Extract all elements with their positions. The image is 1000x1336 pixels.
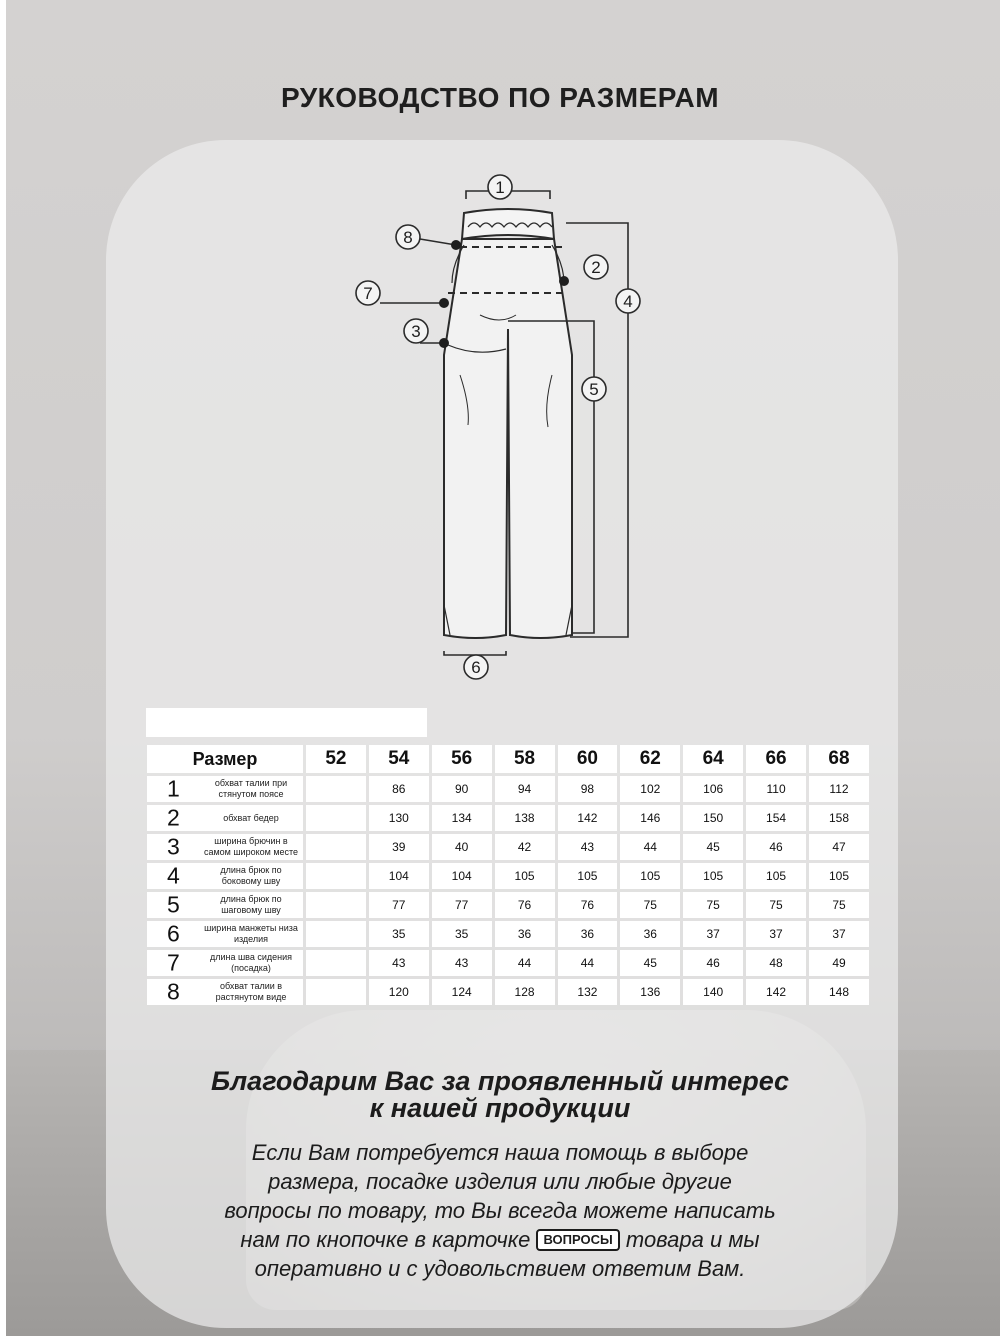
help-text [150, 1138, 850, 1283]
svg-text:4: 4 [623, 292, 633, 311]
row-number: 1 [167, 775, 180, 802]
table-cell: 36 [558, 921, 618, 947]
row-label-cell [147, 834, 303, 860]
table-cell: 49 [809, 950, 869, 976]
help-line: Если Вам потребуется наша помощь в выборе [251, 1140, 749, 1165]
table-cell: 105 [620, 863, 680, 889]
table-cell [306, 892, 366, 918]
table-cell: 46 [746, 834, 806, 860]
row-label: длина брюк по боковому шву [220, 865, 282, 886]
table-cell: 158 [809, 805, 869, 831]
svg-text:1: 1 [495, 178, 505, 197]
row-label-cell [147, 776, 303, 802]
table-cell: 44 [620, 834, 680, 860]
table-cell: 106 [683, 776, 743, 802]
table-cell: 45 [683, 834, 743, 860]
row-number: 2 [167, 804, 180, 831]
row-label-cell [147, 950, 303, 976]
table-cell: 76 [495, 892, 555, 918]
table-row [147, 892, 869, 918]
table-cell: 44 [495, 950, 555, 976]
size-col-62: 62 [620, 745, 680, 773]
svg-text:7: 7 [363, 284, 373, 303]
svg-text:5: 5 [589, 380, 599, 399]
table-cell: 35 [369, 921, 429, 947]
size-col-66: 66 [746, 745, 806, 773]
table-cell: 75 [809, 892, 869, 918]
row-number: 7 [167, 949, 180, 976]
help-line: вопросы по товару, то Вы всегда можете написать [224, 1198, 776, 1223]
help-line-text: товара и мы [625, 1227, 760, 1252]
help-line: размера, посадке изделия или любые другие [268, 1169, 732, 1194]
table-cell: 75 [683, 892, 743, 918]
table-cell: 40 [432, 834, 492, 860]
size-col-58: 58 [495, 745, 555, 773]
table-cell: 37 [809, 921, 869, 947]
size-col-68: 68 [809, 745, 869, 773]
marker-7 [356, 281, 380, 305]
table-cell: 39 [369, 834, 429, 860]
table-cell: 37 [746, 921, 806, 947]
table-cell: 104 [432, 863, 492, 889]
table-cell: 43 [558, 834, 618, 860]
blank-label-bar [146, 708, 427, 737]
marker-5 [582, 377, 606, 401]
help-line [150, 1225, 850, 1254]
size-header-row [147, 745, 869, 773]
help-line-text: нам по кнопочке в карточке [240, 1227, 531, 1252]
thanks-heading [120, 1068, 880, 1122]
row-label: ширина брючин в самом широком месте [203, 836, 299, 857]
row-label: ширина манжеты низа изделия [204, 923, 298, 944]
row-label: длина брюк по шаговому шву [220, 894, 282, 915]
table-cell: 36 [620, 921, 680, 947]
table-cell: 102 [620, 776, 680, 802]
row-label: обхват талии при стянутом поясе [214, 778, 288, 799]
size-table [144, 742, 872, 1008]
table-cell [306, 834, 366, 860]
table-cell: 105 [746, 863, 806, 889]
row-label-cell [147, 805, 303, 831]
svg-text:6: 6 [471, 658, 481, 677]
table-cell: 48 [746, 950, 806, 976]
size-col-60: 60 [558, 745, 618, 773]
table-row [147, 834, 869, 860]
table-cell: 90 [432, 776, 492, 802]
table-cell [306, 805, 366, 831]
table-cell: 77 [432, 892, 492, 918]
table-cell [306, 979, 366, 1005]
table-row [147, 776, 869, 802]
table-cell: 36 [495, 921, 555, 947]
table-cell [306, 921, 366, 947]
row-number: 8 [167, 978, 180, 1005]
table-row [147, 979, 869, 1005]
size-col-56: 56 [432, 745, 492, 773]
table-cell: 112 [809, 776, 869, 802]
table-cell: 43 [432, 950, 492, 976]
table-row [147, 863, 869, 889]
table-cell: 138 [495, 805, 555, 831]
table-cell: 35 [432, 921, 492, 947]
row-number: 5 [167, 891, 180, 918]
table-cell: 150 [683, 805, 743, 831]
table-cell [306, 863, 366, 889]
row-label-cell [147, 892, 303, 918]
thanks-line: Благодарим Вас за проявленный интерес [210, 1066, 790, 1096]
marker-1 [488, 175, 512, 199]
marker-8 [396, 225, 420, 249]
table-row [147, 921, 869, 947]
table-cell: 132 [558, 979, 618, 1005]
table-cell: 104 [369, 863, 429, 889]
row-label: обхват талии в растянутом виде [215, 981, 287, 1002]
table-cell: 37 [683, 921, 743, 947]
table-row [147, 950, 869, 976]
table-cell: 105 [495, 863, 555, 889]
table-cell: 120 [369, 979, 429, 1005]
table-cell: 47 [809, 834, 869, 860]
size-col-54: 54 [369, 745, 429, 773]
table-cell: 142 [746, 979, 806, 1005]
table-cell: 130 [369, 805, 429, 831]
table-cell: 75 [620, 892, 680, 918]
table-cell: 148 [809, 979, 869, 1005]
trousers-diagram [340, 165, 660, 685]
table-cell: 154 [746, 805, 806, 831]
table-cell: 140 [683, 979, 743, 1005]
table-cell: 134 [432, 805, 492, 831]
table-cell: 136 [620, 979, 680, 1005]
marker-3 [404, 319, 428, 343]
svg-text:8: 8 [403, 228, 413, 247]
table-cell: 124 [432, 979, 492, 1005]
page-title: РУКОВОДСТВО ПО РАЗМЕРАМ [280, 82, 720, 113]
row-label: обхват бедер [223, 812, 279, 823]
row-label: длина шва сидения (посадка) [209, 952, 293, 973]
size-col-64: 64 [683, 745, 743, 773]
table-cell: 75 [746, 892, 806, 918]
row-number: 4 [167, 862, 180, 889]
table-cell: 105 [683, 863, 743, 889]
table-cell: 142 [558, 805, 618, 831]
table-cell: 110 [746, 776, 806, 802]
row-label-cell [147, 979, 303, 1005]
marker-2 [584, 255, 608, 279]
table-cell: 43 [369, 950, 429, 976]
thanks-line: к нашей продукции [369, 1093, 631, 1123]
size-header-label: Размер [147, 745, 303, 773]
row-number: 3 [167, 833, 180, 860]
table-cell: 94 [495, 776, 555, 802]
row-number: 6 [167, 920, 180, 947]
table-cell: 146 [620, 805, 680, 831]
table-cell: 86 [369, 776, 429, 802]
table-row [147, 805, 869, 831]
table-cell: 77 [369, 892, 429, 918]
table-cell: 44 [558, 950, 618, 976]
svg-text:3: 3 [411, 322, 421, 341]
table-cell: 105 [558, 863, 618, 889]
size-col-52: 52 [306, 745, 366, 773]
table-cell: 45 [620, 950, 680, 976]
table-cell: 105 [809, 863, 869, 889]
table-cell: 42 [495, 834, 555, 860]
row-label-cell [147, 863, 303, 889]
row-label-cell [147, 921, 303, 947]
table-cell [306, 776, 366, 802]
marker-4 [616, 289, 640, 313]
table-cell: 76 [558, 892, 618, 918]
table-cell: 98 [558, 776, 618, 802]
table-cell: 128 [495, 979, 555, 1005]
help-line: оперативно и с удовольствием ответим Вам. [254, 1256, 746, 1281]
marker-6 [464, 655, 488, 679]
svg-text:2: 2 [591, 258, 601, 277]
questions-button-badge: ВОПРОСЫ [536, 1229, 619, 1251]
table-cell: 46 [683, 950, 743, 976]
table-cell [306, 950, 366, 976]
